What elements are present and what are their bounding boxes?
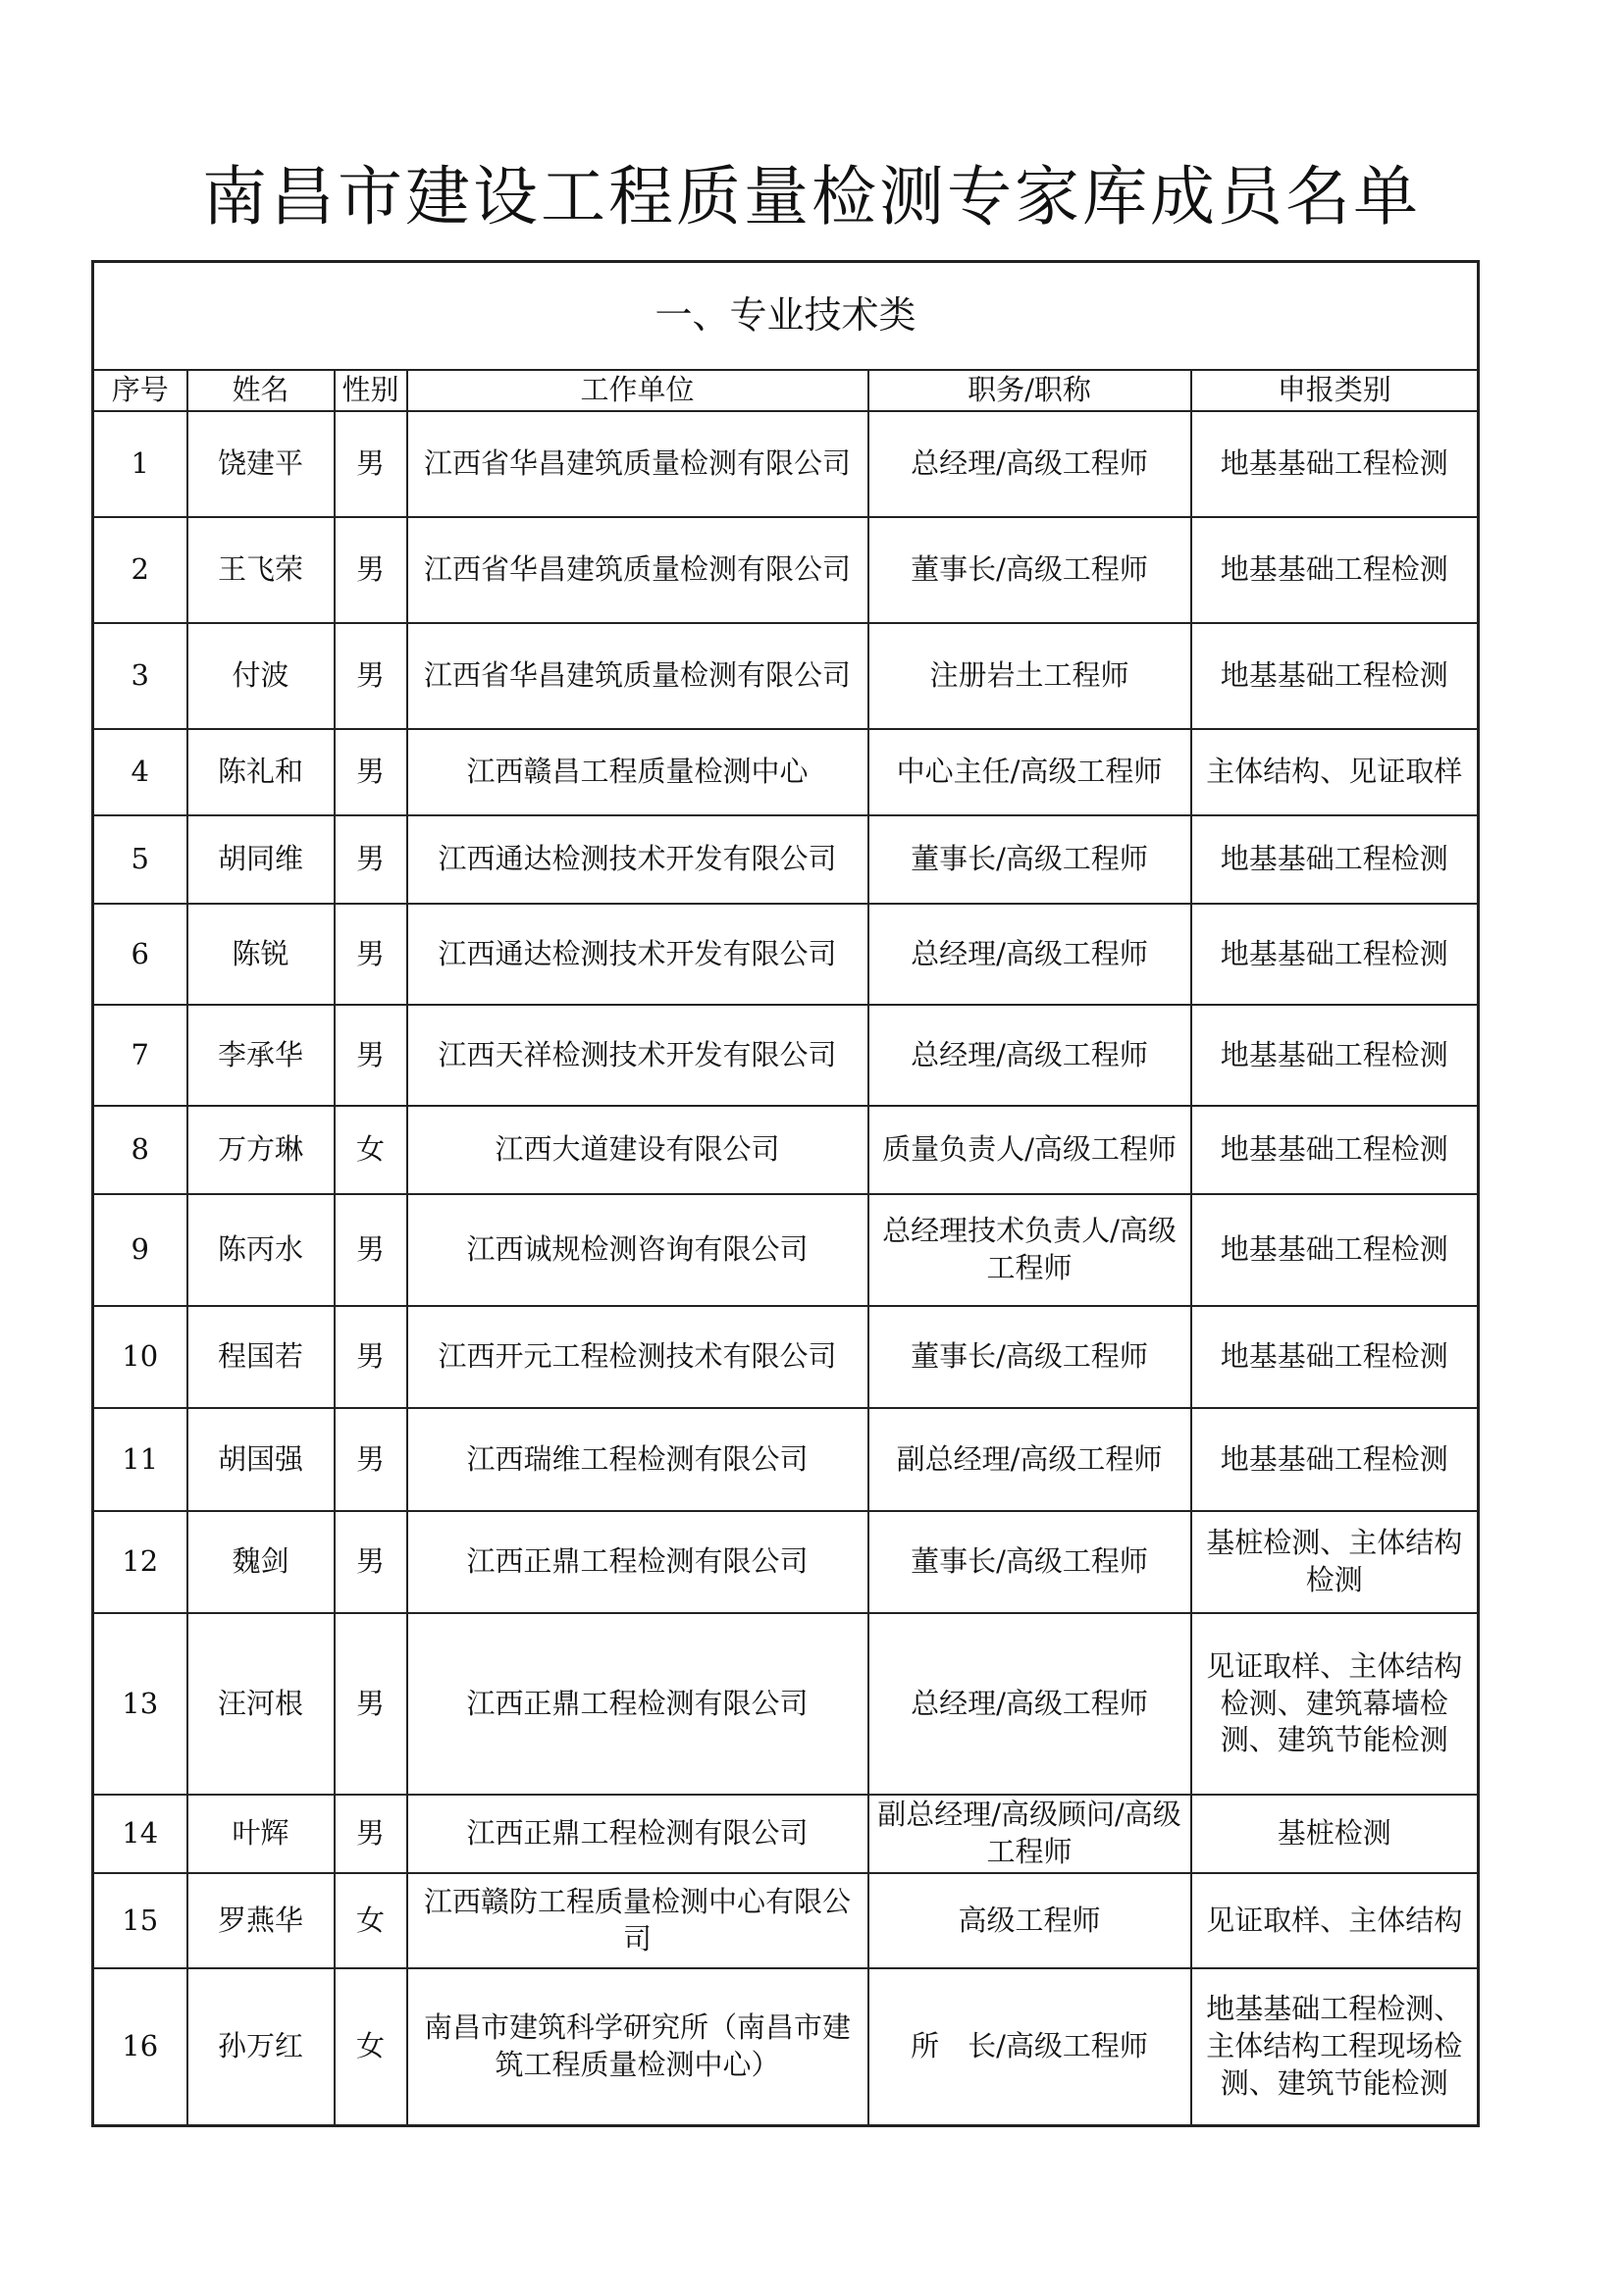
row-name: 陈锐: [187, 904, 335, 1005]
row-name: 陈丙水: [187, 1194, 335, 1306]
row-name: 汪河根: [187, 1613, 335, 1795]
row-name: 陈礼和: [187, 729, 335, 815]
row-gender: 女: [335, 1873, 407, 1968]
row-no: 13: [93, 1613, 187, 1795]
row-unit: 江西省华昌建筑质量检测有限公司: [407, 623, 868, 729]
table-row: [93, 1408, 1479, 1511]
row-name: 胡国强: [187, 1408, 335, 1511]
row-title: 副总经理/高级顾问/高级工程师: [868, 1795, 1191, 1873]
row-name: 李承华: [187, 1005, 335, 1106]
row-category: 地基基础工程检测: [1191, 1194, 1479, 1306]
row-name: 万方琳: [187, 1106, 335, 1194]
table-row: [93, 517, 1479, 623]
column-header-unit: 工作单位: [407, 370, 868, 411]
row-no: 6: [93, 904, 187, 1005]
row-no: 14: [93, 1795, 187, 1873]
column-header-name: 姓名: [187, 370, 335, 411]
row-unit: 南昌市建筑科学研究所（南昌市建筑工程质量检测中心）: [407, 1968, 868, 2125]
column-header-title: 职务/职称: [868, 370, 1191, 411]
category-row: [93, 262, 1479, 371]
row-gender: 男: [335, 815, 407, 904]
row-title: 董事长/高级工程师: [868, 1511, 1191, 1613]
row-name: 魏剑: [187, 1511, 335, 1613]
row-unit: 江西省华昌建筑质量检测有限公司: [407, 517, 868, 623]
row-title: 副总经理/高级工程师: [868, 1408, 1191, 1511]
row-no: 2: [93, 517, 187, 623]
table-row: [93, 729, 1479, 815]
row-unit: 江西通达检测技术开发有限公司: [407, 904, 868, 1005]
row-gender: 男: [335, 1408, 407, 1511]
row-no: 7: [93, 1005, 187, 1106]
row-no: 5: [93, 815, 187, 904]
column-header-gender: 性别: [335, 370, 407, 411]
row-category: 地基基础工程检测: [1191, 1306, 1479, 1408]
row-gender: 女: [335, 1106, 407, 1194]
row-name: 罗燕华: [187, 1873, 335, 1968]
row-category: 地基基础工程检测: [1191, 411, 1479, 517]
row-title: 董事长/高级工程师: [868, 517, 1191, 623]
row-unit: 江西正鼎工程检测有限公司: [407, 1795, 868, 1873]
row-name: 程国若: [187, 1306, 335, 1408]
row-no: 4: [93, 729, 187, 815]
table-row: [93, 1613, 1479, 1795]
row-unit: 江西正鼎工程检测有限公司: [407, 1511, 868, 1613]
row-title: 高级工程师: [868, 1873, 1191, 1968]
row-gender: 男: [335, 1795, 407, 1873]
row-no: 11: [93, 1408, 187, 1511]
row-title: 董事长/高级工程师: [868, 815, 1191, 904]
table-row: [93, 1795, 1479, 1873]
row-title: 所 长/高级工程师: [868, 1968, 1191, 2125]
row-no: 8: [93, 1106, 187, 1194]
row-unit: 江西天祥检测技术开发有限公司: [407, 1005, 868, 1106]
row-gender: 男: [335, 1613, 407, 1795]
table-row: [93, 1873, 1479, 1968]
row-name: 胡同维: [187, 815, 335, 904]
column-header-row: [93, 370, 1479, 411]
table-row: [93, 904, 1479, 1005]
category-heading: 一、专业技术类: [93, 262, 1479, 371]
row-title: 总经理技术负责人/高级工程师: [868, 1194, 1191, 1306]
row-no: 16: [93, 1968, 187, 2125]
row-unit: 江西瑞维工程检测有限公司: [407, 1408, 868, 1511]
table-row: [93, 1968, 1479, 2125]
row-category: 见证取样、主体结构检测、建筑幕墙检测、建筑节能检测: [1191, 1613, 1479, 1795]
row-category: 地基基础工程检测: [1191, 517, 1479, 623]
row-unit: 江西赣昌工程质量检测中心: [407, 729, 868, 815]
row-category: 主体结构、见证取样: [1191, 729, 1479, 815]
row-category: 地基基础工程检测: [1191, 904, 1479, 1005]
row-unit: 江西省华昌建筑质量检测有限公司: [407, 411, 868, 517]
table-row: [93, 1306, 1479, 1408]
row-title: 质量负责人/高级工程师: [868, 1106, 1191, 1194]
row-gender: 男: [335, 1005, 407, 1106]
row-name: 王飞荣: [187, 517, 335, 623]
expert-roster-table: [91, 260, 1480, 2127]
table-row: [93, 623, 1479, 729]
column-header-category: 申报类别: [1191, 370, 1479, 411]
row-unit: 江西正鼎工程检测有限公司: [407, 1613, 868, 1795]
row-no: 1: [93, 411, 187, 517]
table-row: [93, 1511, 1479, 1613]
row-gender: 男: [335, 517, 407, 623]
row-title: 总经理/高级工程师: [868, 411, 1191, 517]
row-title: 总经理/高级工程师: [868, 1613, 1191, 1795]
row-category: 地基基础工程检测、主体结构工程现场检测、建筑节能检测: [1191, 1968, 1479, 2125]
row-title: 总经理/高级工程师: [868, 1005, 1191, 1106]
row-unit: 江西赣防工程质量检测中心有限公司: [407, 1873, 868, 1968]
row-category: 地基基础工程检测: [1191, 623, 1479, 729]
row-title: 总经理/高级工程师: [868, 904, 1191, 1005]
row-name: 叶辉: [187, 1795, 335, 1873]
row-name: 饶建平: [187, 411, 335, 517]
row-category: 地基基础工程检测: [1191, 1408, 1479, 1511]
row-unit: 江西开元工程检测技术有限公司: [407, 1306, 868, 1408]
table-row: [93, 1005, 1479, 1106]
row-no: 3: [93, 623, 187, 729]
row-category: 地基基础工程检测: [1191, 815, 1479, 904]
row-category: 地基基础工程检测: [1191, 1106, 1479, 1194]
row-unit: 江西大道建设有限公司: [407, 1106, 868, 1194]
row-gender: 女: [335, 1968, 407, 2125]
row-gender: 男: [335, 1194, 407, 1306]
table-row: [93, 1194, 1479, 1306]
table-row: [93, 1106, 1479, 1194]
column-header-no: 序号: [93, 370, 187, 411]
row-gender: 男: [335, 904, 407, 1005]
row-gender: 男: [335, 1306, 407, 1408]
row-gender: 男: [335, 623, 407, 729]
table-row: [93, 411, 1479, 517]
row-category: 地基基础工程检测: [1191, 1005, 1479, 1106]
page-title: 南昌市建设工程质量检测专家库成员名单: [202, 159, 1421, 235]
row-unit: 江西诚规检测咨询有限公司: [407, 1194, 868, 1306]
row-name: 孙万红: [187, 1968, 335, 2125]
row-no: 10: [93, 1306, 187, 1408]
row-no: 9: [93, 1194, 187, 1306]
row-no: 15: [93, 1873, 187, 1968]
row-unit: 江西通达检测技术开发有限公司: [407, 815, 868, 904]
row-title: 注册岩土工程师: [868, 623, 1191, 729]
row-name: 付波: [187, 623, 335, 729]
row-title: 中心主任/高级工程师: [868, 729, 1191, 815]
row-category: 见证取样、主体结构: [1191, 1873, 1479, 1968]
row-gender: 男: [335, 1511, 407, 1613]
row-category: 基桩检测: [1191, 1795, 1479, 1873]
row-title: 董事长/高级工程师: [868, 1306, 1191, 1408]
row-category: 基桩检测、主体结构检测: [1191, 1511, 1479, 1613]
row-gender: 男: [335, 729, 407, 815]
row-no: 12: [93, 1511, 187, 1613]
roster-body: [93, 411, 1479, 2125]
table-row: [93, 815, 1479, 904]
row-gender: 男: [335, 411, 407, 517]
